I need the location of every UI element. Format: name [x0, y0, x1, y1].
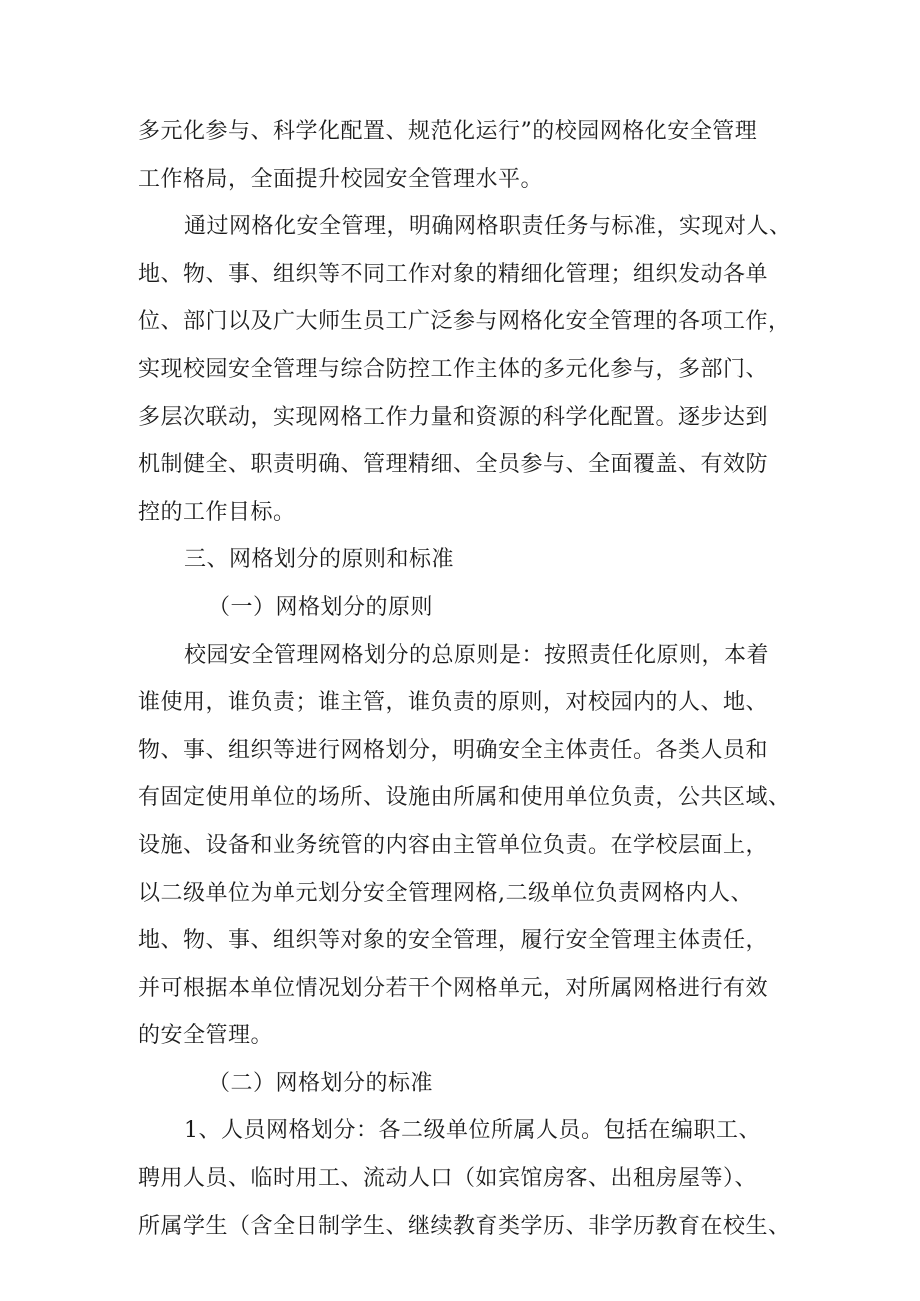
section-heading: 三、网格划分的原则和标准: [184, 547, 455, 573]
text-line: 校园安全管理网格划分的总原则是：按照责任化原则，本着: [184, 642, 770, 668]
text-line: 通过网格化安全管理，明确网格职责任务与标准，实现对人、: [184, 214, 792, 240]
text-line: 以二级单位为单元划分安全管理网格,二级单位负责网格内人、: [138, 880, 753, 906]
text-line: 位、部门以及广大师生员工广泛参与网格化安全管理的各项工作，: [138, 309, 791, 335]
text-line: 的安全管理。: [138, 1023, 274, 1049]
text-line: 设施、设备和业务统管的内容由主管单位负责。在学校层面上，: [138, 832, 769, 858]
text-line: 并可根据本单位情况划分若干个网格单元，对所属网格进行有效: [138, 975, 769, 1001]
text-line: 多元化参与、科学化配置、规范化运行”的校园网格化安全管理: [138, 119, 758, 144]
document-body: [138, 108, 792, 1250]
subsection-heading: （二）网格划分的标准: [208, 1070, 434, 1096]
text-line: 工作格局，全面提升校园安全管理水平。: [138, 166, 544, 192]
text-line: 聘用人员、临时用工、流动人口（如宾馆房客、出租房屋等）、: [138, 1166, 758, 1192]
text-line: 多层次联动，实现网格工作力量和资源的科学化配置。逐步达到: [138, 404, 769, 430]
text-line: 机制健全、职责明确、管理精细、全员参与、全面覆盖、有效防: [138, 452, 769, 478]
text-line: 谁使用，谁负责；谁主管，谁负责的原则，对校园内的人、地、: [138, 690, 769, 716]
text-line: 实现校园安全管理与综合防控工作主体的多元化参与，多部门、: [138, 356, 769, 382]
subsection-heading: （一）网格划分的原则: [208, 594, 434, 620]
text-line: 控的工作目标。: [138, 499, 296, 525]
text-line: 所属学生（含全日制学生、继续教育类学历、非学历教育在校生、: [138, 1213, 791, 1239]
text-line: 有固定使用单位的场所、设施由所属和使用单位负责，公共区域、: [138, 785, 791, 811]
text-line: 物、事、组织等进行网格划分，明确安全主体责任。各类人员和: [138, 737, 769, 763]
text-line: 地、物、事、组织等不同工作对象的精细化管理；组织发动各单: [138, 261, 769, 287]
text-line: 地、物、事、组织等对象的安全管理，履行安全管理主体责任，: [138, 928, 769, 954]
text-line: 1、人员网格划分：各二级单位所属人员。包括在编职工、: [184, 1118, 761, 1144]
